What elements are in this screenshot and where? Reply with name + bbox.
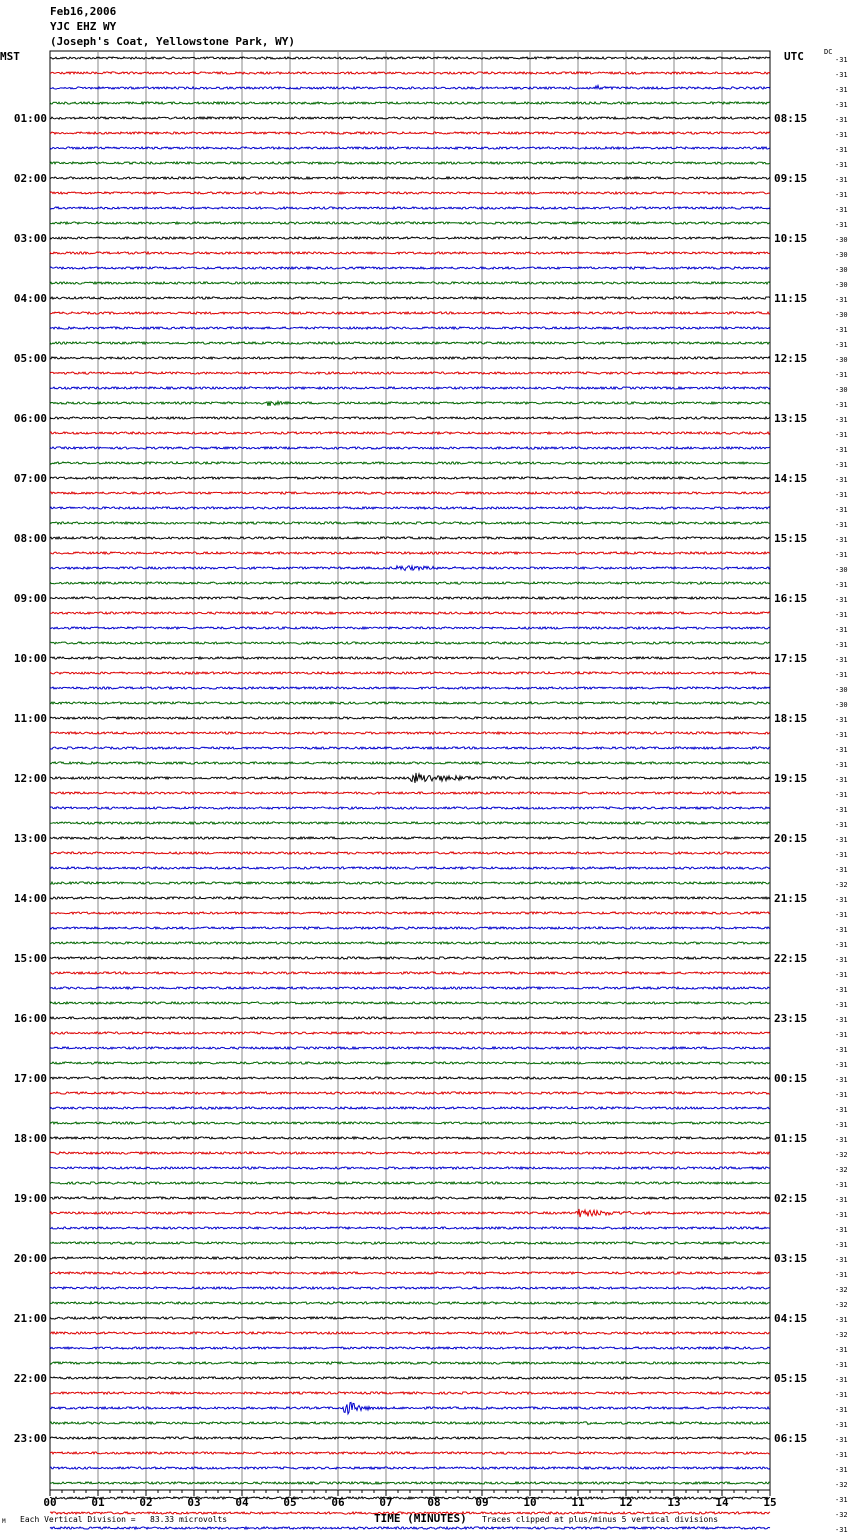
seismic-trace <box>50 837 770 839</box>
x-tick-label: 04 <box>235 1496 249 1509</box>
utc-hour-label: 22:15 <box>774 952 808 965</box>
mst-hour-label: 19:00 <box>13 1192 47 1205</box>
seismic-trace <box>50 72 770 74</box>
seismic-trace <box>50 972 770 974</box>
seismic-trace <box>50 987 770 989</box>
dc-offset-label: -31 <box>835 791 848 799</box>
dc-offset-label: -31 <box>835 131 848 139</box>
seismic-trace <box>50 1107 770 1109</box>
utc-hour-label: 13:15 <box>774 412 808 425</box>
dc-offset-label: -31 <box>835 1376 848 1384</box>
dc-offset-label: -31 <box>835 56 848 64</box>
dc-offset-label: -30 <box>835 356 848 364</box>
x-tick-label: 15 <box>763 1496 777 1509</box>
dc-offset-label: -31 <box>835 1496 848 1504</box>
x-tick-label: 14 <box>715 1496 729 1509</box>
dc-offset-label: -31 <box>835 1106 848 1114</box>
dc-offset-label: -31 <box>835 761 848 769</box>
seismic-trace <box>50 957 770 959</box>
seismic-trace <box>50 1422 770 1425</box>
dc-offset-label: -30 <box>835 266 848 274</box>
dc-offset-label: -31 <box>835 821 848 829</box>
seismic-trace <box>50 1392 770 1394</box>
dc-offset-label: -31 <box>835 1451 848 1459</box>
seismic-trace <box>50 492 770 494</box>
seismic-trace <box>50 1167 770 1169</box>
x-tick-label: 02 <box>139 1496 153 1509</box>
x-tick-label: 11 <box>571 1496 585 1509</box>
seismic-trace <box>50 1317 770 1319</box>
x-tick-label: 10 <box>523 1496 537 1509</box>
dc-offset-label: -31 <box>835 1406 848 1414</box>
seismic-trace <box>50 387 770 389</box>
utc-hour-label: 16:15 <box>774 592 808 605</box>
dc-offset-label: -31 <box>835 716 848 724</box>
dc-offset-label: -31 <box>835 461 848 469</box>
seismic-trace <box>50 267 770 269</box>
seismic-trace <box>50 867 770 869</box>
seismic-trace <box>50 282 770 284</box>
dc-offset-label: -31 <box>835 116 848 124</box>
mst-hour-label: 20:00 <box>13 1252 47 1265</box>
dc-offset-label: -31 <box>835 1316 848 1324</box>
dc-offset-label: -31 <box>835 1061 848 1069</box>
dc-offset-label: -31 <box>835 146 848 154</box>
seismic-trace <box>50 357 770 359</box>
seismic-trace <box>50 462 770 464</box>
dc-offset-label: -31 <box>835 1256 848 1264</box>
seismic-trace <box>50 207 770 209</box>
utc-hour-label: 06:15 <box>774 1432 808 1445</box>
x-tick-label: 00 <box>43 1496 57 1509</box>
dc-offset-label: -31 <box>835 491 848 499</box>
dc-offset-label: -31 <box>835 1526 848 1534</box>
x-tick-label: 13 <box>667 1496 681 1509</box>
utc-hour-label: 03:15 <box>774 1252 808 1265</box>
dc-offset-label: -31 <box>835 806 848 814</box>
dc-offset-label: -31 <box>835 506 848 514</box>
utc-hour-label: 14:15 <box>774 472 808 485</box>
dc-offset-label: -31 <box>835 836 848 844</box>
seismic-trace <box>50 1437 770 1439</box>
seismic-trace <box>50 717 770 719</box>
dc-offset-label: -32 <box>835 1301 848 1309</box>
dc-offset-label: -32 <box>835 1166 848 1174</box>
seismic-trace <box>50 252 770 254</box>
x-tick-label: 06 <box>331 1496 345 1509</box>
seismic-trace <box>50 1377 770 1379</box>
seismic-trace <box>50 1152 770 1154</box>
dc-offset-label: -31 <box>835 521 848 529</box>
dc-offset-label: -30 <box>835 701 848 709</box>
header-station: YJC EHZ WY <box>50 20 117 33</box>
seismic-trace <box>50 897 770 899</box>
dc-offset-label: -31 <box>835 296 848 304</box>
dc-offset-label: -31 <box>835 971 848 979</box>
dc-offset-label: -31 <box>835 1181 848 1189</box>
seismic-trace <box>50 1077 770 1079</box>
seismic-trace <box>50 162 770 164</box>
seismic-trace <box>50 1482 770 1484</box>
seismic-trace <box>50 522 770 524</box>
dc-offset-label: -31 <box>835 71 848 79</box>
dc-offset-label: -31 <box>835 1076 848 1084</box>
dc-offset-label: -31 <box>835 671 848 679</box>
x-tick-label: 03 <box>187 1496 201 1509</box>
dc-offset-label: -31 <box>835 641 848 649</box>
header-date: Feb16,2006 <box>50 5 117 18</box>
dc-offset-label: -31 <box>835 341 848 349</box>
dc-offset-label: -31 <box>835 161 848 169</box>
mst-hour-label: 12:00 <box>13 772 47 785</box>
dc-label: DC <box>824 48 833 56</box>
dc-offset-label: -30 <box>835 311 848 319</box>
corner-mark: M <box>2 1518 6 1525</box>
dc-offset-label: -31 <box>835 776 848 784</box>
dc-offset-label: -31 <box>835 476 848 484</box>
header-location: (Joseph's Coat, Yellowstone Park, WY) <box>50 35 296 48</box>
seismic-trace <box>50 732 770 734</box>
dc-offset-label: -31 <box>835 851 848 859</box>
seismic-trace <box>50 792 770 794</box>
seismic-trace <box>50 566 770 571</box>
seismic-trace <box>50 912 770 914</box>
seismic-trace <box>50 432 770 434</box>
seismic-trace <box>50 401 770 406</box>
dc-offset-label: -31 <box>835 1466 848 1474</box>
seismic-trace <box>50 417 770 419</box>
seismic-trace <box>50 627 770 629</box>
seismic-trace <box>50 852 770 854</box>
seismic-trace <box>50 507 770 509</box>
dc-offset-label: -31 <box>835 1031 848 1039</box>
mst-hour-label: 04:00 <box>13 292 47 305</box>
seismic-trace <box>50 822 770 824</box>
seismic-trace <box>50 642 770 644</box>
mst-hour-label: 05:00 <box>13 352 47 365</box>
seismic-trace <box>50 117 770 119</box>
seismic-trace <box>50 177 770 179</box>
mst-hour-label: 23:00 <box>13 1432 47 1445</box>
dc-offset-label: -31 <box>835 401 848 409</box>
seismic-trace <box>50 612 770 614</box>
seismic-trace <box>50 147 770 149</box>
dc-offset-label: -31 <box>835 551 848 559</box>
dc-offset-label: -31 <box>835 1091 848 1099</box>
dc-offset-label: -30 <box>835 281 848 289</box>
dc-offset-label: -31 <box>835 926 848 934</box>
seismic-trace <box>50 552 770 554</box>
utc-hour-label: 05:15 <box>774 1372 808 1385</box>
dc-offset-label: -31 <box>835 1436 848 1444</box>
dc-offset-label: -31 <box>835 176 848 184</box>
utc-hour-label: 09:15 <box>774 172 808 185</box>
dc-offset-label: -31 <box>835 1391 848 1399</box>
dc-offset-label: -31 <box>835 626 848 634</box>
seismic-trace <box>50 1209 770 1217</box>
dc-offset-label: -32 <box>835 1331 848 1339</box>
seismic-trace <box>50 1402 770 1413</box>
seismic-trace <box>50 1197 770 1199</box>
seismic-trace <box>50 312 770 314</box>
dc-offset-label: -31 <box>835 956 848 964</box>
mst-hour-label: 02:00 <box>13 172 47 185</box>
utc-hour-label: 08:15 <box>774 112 808 125</box>
mst-hour-label: 10:00 <box>13 652 47 665</box>
x-tick-label: 05 <box>283 1496 297 1509</box>
seismic-trace <box>50 1122 770 1124</box>
seismic-trace <box>50 773 770 783</box>
dc-offset-label: -31 <box>835 1046 848 1054</box>
seismic-trace <box>50 1362 770 1364</box>
utc-hour-label: 04:15 <box>774 1312 808 1325</box>
dc-offset-label: -31 <box>835 1136 848 1144</box>
seismic-trace <box>50 672 770 674</box>
utc-hour-label: 01:15 <box>774 1132 808 1145</box>
dc-offset-label: -31 <box>835 1001 848 1009</box>
mst-hour-label: 07:00 <box>13 472 47 485</box>
dc-offset-label: -32 <box>835 1286 848 1294</box>
seismic-trace <box>50 597 770 599</box>
seismic-trace <box>50 927 770 929</box>
x-tick-label: 01 <box>91 1496 105 1509</box>
dc-offset-label: -30 <box>835 686 848 694</box>
mst-hour-label: 22:00 <box>13 1372 47 1385</box>
utc-hour-label: 20:15 <box>774 832 808 845</box>
seismic-trace <box>50 942 770 944</box>
utc-hour-label: 12:15 <box>774 352 808 365</box>
utc-hour-label: 10:15 <box>774 232 808 245</box>
x-tick-label: 09 <box>475 1496 489 1509</box>
dc-offset-label: -31 <box>835 101 848 109</box>
utc-hour-label: 23:15 <box>774 1012 808 1025</box>
seismic-trace <box>50 1452 770 1454</box>
mst-hour-label: 13:00 <box>13 832 47 845</box>
dc-offset-label: -31 <box>835 611 848 619</box>
utc-hour-label: 11:15 <box>774 292 808 305</box>
mst-hour-label: 01:00 <box>13 112 47 125</box>
mst-hour-label: 06:00 <box>13 412 47 425</box>
seismic-trace <box>50 807 770 809</box>
x-axis-label: TIME (MINUTES) <box>374 1512 467 1525</box>
dc-offset-label: -30 <box>835 236 848 244</box>
seismic-trace <box>50 1017 770 1019</box>
dc-offset-label: -31 <box>835 1211 848 1219</box>
utc-hour-label: 15:15 <box>774 532 808 545</box>
x-tick-label: 12 <box>619 1496 633 1509</box>
seismic-trace <box>50 1227 770 1229</box>
utc-hour-label: 21:15 <box>774 892 808 905</box>
seismic-trace <box>50 1467 770 1469</box>
dc-offset-label: -31 <box>835 326 848 334</box>
mst-hour-label: 16:00 <box>13 1012 47 1025</box>
dc-offset-label: -31 <box>835 731 848 739</box>
seismic-trace <box>50 1497 770 1499</box>
mst-hour-label: 15:00 <box>13 952 47 965</box>
seismic-trace <box>50 192 770 194</box>
seismic-trace <box>50 1332 770 1334</box>
mst-label: MST <box>0 50 20 63</box>
seismic-trace <box>50 327 770 329</box>
dc-offset-label: -31 <box>835 431 848 439</box>
dc-offset-label: -31 <box>835 1226 848 1234</box>
dc-offset-label: -30 <box>835 566 848 574</box>
seismic-trace <box>50 102 770 104</box>
seismic-trace <box>50 1002 770 1004</box>
seismic-trace <box>50 477 770 479</box>
mst-hour-label: 17:00 <box>13 1072 47 1085</box>
dc-offset-label: -31 <box>835 446 848 454</box>
seismic-trace <box>50 1347 770 1349</box>
dc-offset-label: -31 <box>835 1121 848 1129</box>
seismic-trace <box>50 1182 770 1184</box>
mst-hour-label: 11:00 <box>13 712 47 725</box>
dc-offset-label: -31 <box>835 596 848 604</box>
seismic-trace <box>50 1137 770 1139</box>
utc-hour-label: 02:15 <box>774 1192 808 1205</box>
seismic-trace <box>50 1242 770 1244</box>
seismic-trace <box>50 1272 770 1274</box>
seismic-trace <box>50 1287 770 1289</box>
dc-offset-label: -31 <box>835 1241 848 1249</box>
seismic-trace <box>50 297 770 299</box>
mst-hour-label: 09:00 <box>13 592 47 605</box>
dc-offset-label: -31 <box>835 1361 848 1369</box>
dc-offset-label: -31 <box>835 866 848 874</box>
dc-offset-label: -31 <box>835 191 848 199</box>
dc-offset-label: -32 <box>835 1511 848 1519</box>
utc-hour-label: 19:15 <box>774 772 808 785</box>
dc-offset-label: -32 <box>835 1151 848 1159</box>
seismic-trace <box>50 1047 770 1049</box>
seismic-trace <box>50 1032 770 1034</box>
dc-offset-label: -31 <box>835 1016 848 1024</box>
dc-offset-label: -30 <box>835 386 848 394</box>
seismic-trace <box>50 687 770 689</box>
dc-offset-label: -31 <box>835 911 848 919</box>
seismic-trace <box>50 1062 770 1064</box>
dc-offset-label: -31 <box>835 221 848 229</box>
x-tick-label: 07 <box>379 1496 393 1509</box>
utc-label: UTC <box>784 50 804 63</box>
seismic-trace <box>50 702 770 704</box>
clip-note: Traces clipped at plus/minus 5 vertical divisions <box>482 1515 719 1524</box>
dc-offset-label: -32 <box>835 881 848 889</box>
dc-offset-label: -31 <box>835 941 848 949</box>
seismic-trace <box>50 537 770 539</box>
dc-offset-label: -31 <box>835 1346 848 1354</box>
dc-offset-label: -31 <box>835 1271 848 1279</box>
dc-offset-label: -32 <box>835 1481 848 1489</box>
dc-offset-label: -31 <box>835 986 848 994</box>
dc-offset-label: -31 <box>835 206 848 214</box>
seismic-trace <box>50 222 770 224</box>
seismic-trace <box>50 582 770 584</box>
seismic-trace <box>50 747 770 749</box>
dc-offset-label: -30 <box>835 251 848 259</box>
seismic-trace <box>50 447 770 449</box>
dc-offset-label: -31 <box>835 581 848 589</box>
dc-offset-label: -31 <box>835 896 848 904</box>
mst-hour-label: 08:00 <box>13 532 47 545</box>
utc-hour-label: 00:15 <box>774 1072 808 1085</box>
seismic-trace <box>50 1527 770 1529</box>
mst-hour-label: 14:00 <box>13 892 47 905</box>
seismic-trace <box>50 882 770 884</box>
seismic-trace <box>50 342 770 344</box>
seismic-trace <box>50 57 770 59</box>
seismic-trace <box>50 1092 770 1094</box>
mst-hour-label: 03:00 <box>13 232 47 245</box>
dc-offset-label: -31 <box>835 746 848 754</box>
dc-offset-label: -31 <box>835 1196 848 1204</box>
x-tick-label: 08 <box>427 1496 441 1509</box>
seismic-trace <box>50 86 770 90</box>
dc-offset-label: -31 <box>835 536 848 544</box>
dc-offset-label: -31 <box>835 1421 848 1429</box>
mst-hour-label: 21:00 <box>13 1312 47 1325</box>
seismic-trace <box>50 132 770 134</box>
seismic-trace <box>50 1302 770 1304</box>
seismic-trace <box>50 762 770 764</box>
utc-hour-label: 18:15 <box>774 712 808 725</box>
dc-offset-label: -31 <box>835 656 848 664</box>
dc-offset-label: -31 <box>835 86 848 94</box>
dc-offset-label: -31 <box>835 416 848 424</box>
mst-hour-label: 18:00 <box>13 1132 47 1145</box>
dc-offset-label: -31 <box>835 371 848 379</box>
seismic-trace <box>50 237 770 239</box>
seismic-trace <box>50 372 770 374</box>
seismic-trace <box>50 657 770 659</box>
vertical-division-note: Each Vertical Division = 83.33 microvolts <box>20 1515 228 1524</box>
seismic-trace <box>50 1257 770 1259</box>
utc-hour-label: 17:15 <box>774 652 808 665</box>
